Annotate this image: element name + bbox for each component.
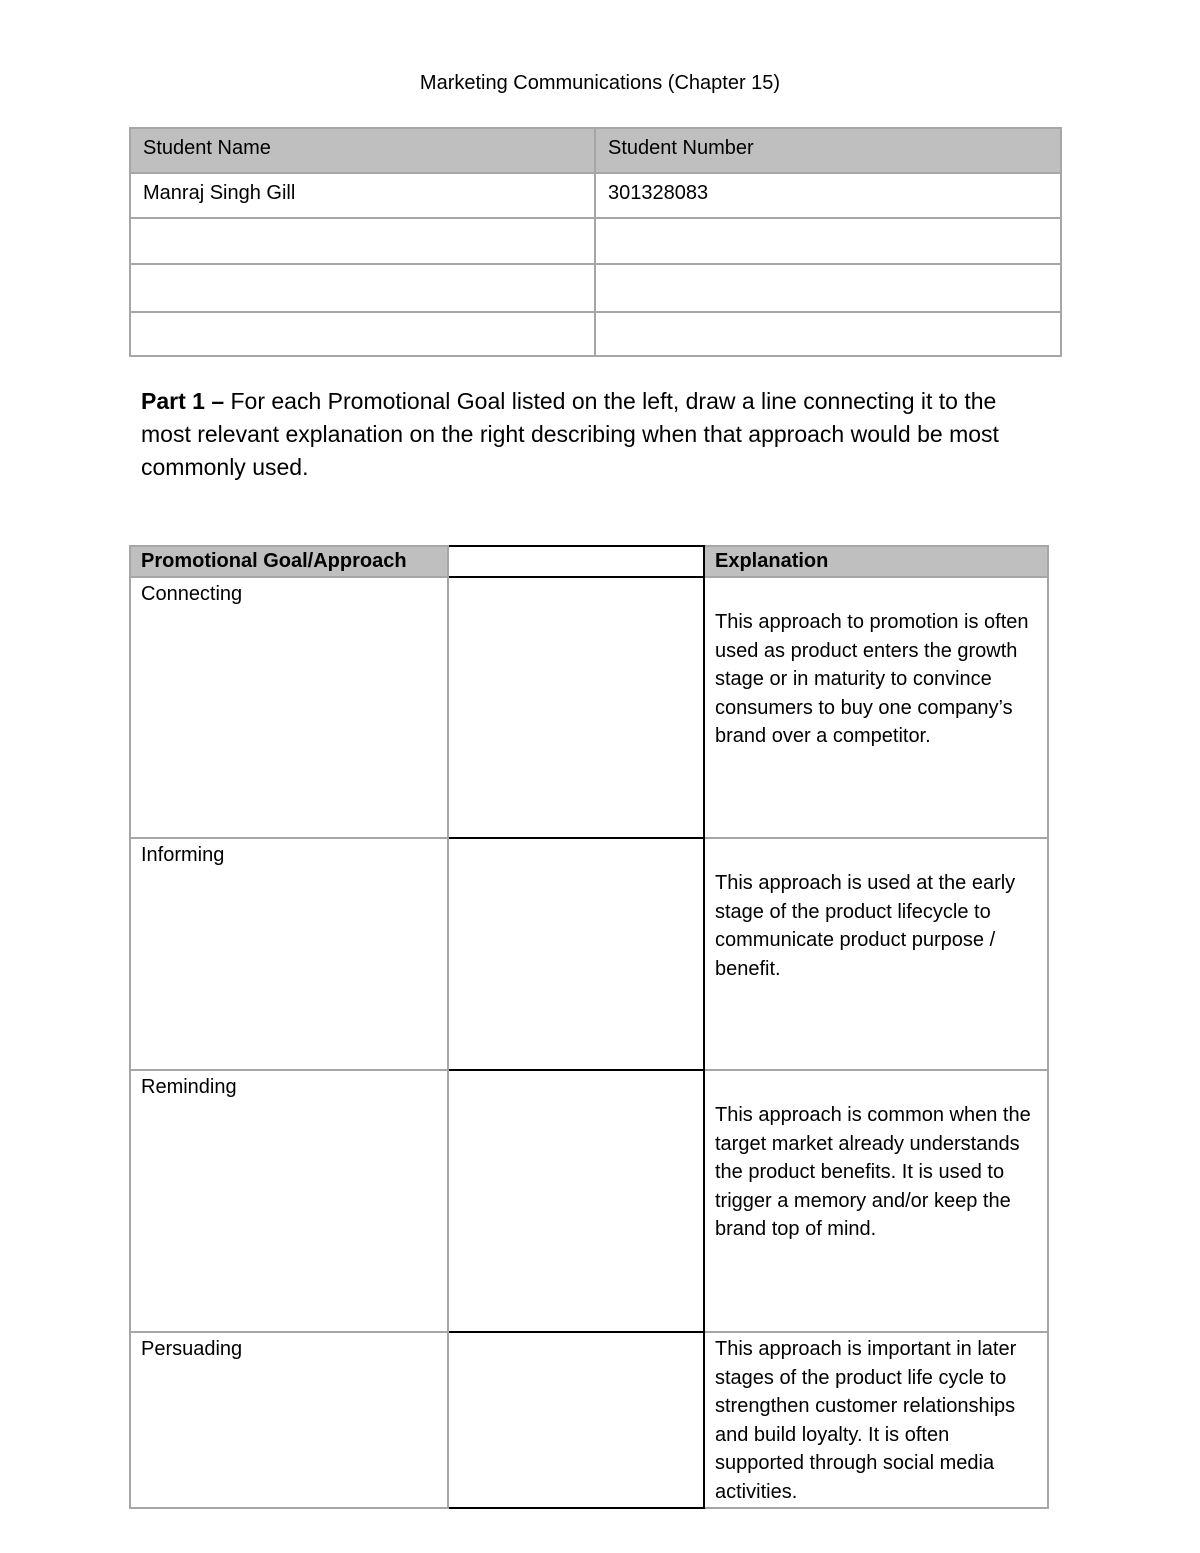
- student-table: [129, 127, 1062, 357]
- student-number-cell[interactable]: [595, 312, 1061, 356]
- connector-area[interactable]: [448, 577, 704, 838]
- explanation-cell: This approach is common when the target market already understands the product benefits. It is used to trigger a memory and/or keep the brand top of mind.: [704, 1070, 1048, 1332]
- student-table-header: [130, 128, 1061, 173]
- table-row: [130, 173, 1061, 218]
- goal-cell: Informing: [130, 838, 448, 1070]
- table-row: [130, 312, 1061, 356]
- connector-area[interactable]: [448, 1332, 704, 1508]
- explanation-cell: This approach is used at the early stage of the product lifecycle to communicate product purpose / benefit.: [704, 838, 1048, 1070]
- promotional-goal-table: [129, 545, 1049, 1509]
- student-number-header: Student Number: [595, 128, 1061, 173]
- student-number-cell[interactable]: [595, 218, 1061, 264]
- document-title: Marketing Communications (Chapter 15): [419, 72, 781, 94]
- student-number-cell[interactable]: [595, 264, 1061, 312]
- explanation-cell: This approach is important in later stages of the product life cycle to strengthen customer relationships and build loyalty. It is often supported through social media activities.: [704, 1332, 1048, 1508]
- student-name-cell[interactable]: [130, 218, 595, 264]
- connector-area[interactable]: [448, 1070, 704, 1332]
- student-name-cell[interactable]: [130, 264, 595, 312]
- student-name-cell[interactable]: Manraj Singh Gill: [130, 173, 595, 218]
- student-name-header: Student Name: [130, 128, 595, 173]
- student-name-cell[interactable]: [130, 312, 595, 356]
- goal-table-header: [130, 546, 1048, 577]
- connector-header: [448, 546, 704, 577]
- instructions-text: For each Promotional Goal listed on the left, draw a line connecting it to the most relevant explanation on the right describing when that approach would be most commonly used.: [141, 388, 999, 480]
- goal-header: Promotional Goal/Approach: [130, 546, 448, 577]
- explanation-cell: This approach to promotion is often used as product enters the growth stage or in maturity to convince consumers to buy one company’s brand over a competitor.: [704, 577, 1048, 838]
- student-number-cell[interactable]: 301328083: [595, 173, 1061, 218]
- goal-cell: Reminding: [130, 1070, 448, 1332]
- connector-area[interactable]: [448, 838, 704, 1070]
- part-1-instructions: [141, 385, 1051, 484]
- explanation-header: Explanation: [704, 546, 1048, 577]
- table-row: [130, 264, 1061, 312]
- table-row: [130, 1332, 1048, 1508]
- table-row: [130, 838, 1048, 1070]
- goal-cell: Connecting: [130, 577, 448, 838]
- table-row: [130, 577, 1048, 838]
- part-label: Part 1 –: [141, 388, 225, 414]
- table-row: [130, 1070, 1048, 1332]
- goal-cell: Persuading: [130, 1332, 448, 1508]
- table-row: [130, 218, 1061, 264]
